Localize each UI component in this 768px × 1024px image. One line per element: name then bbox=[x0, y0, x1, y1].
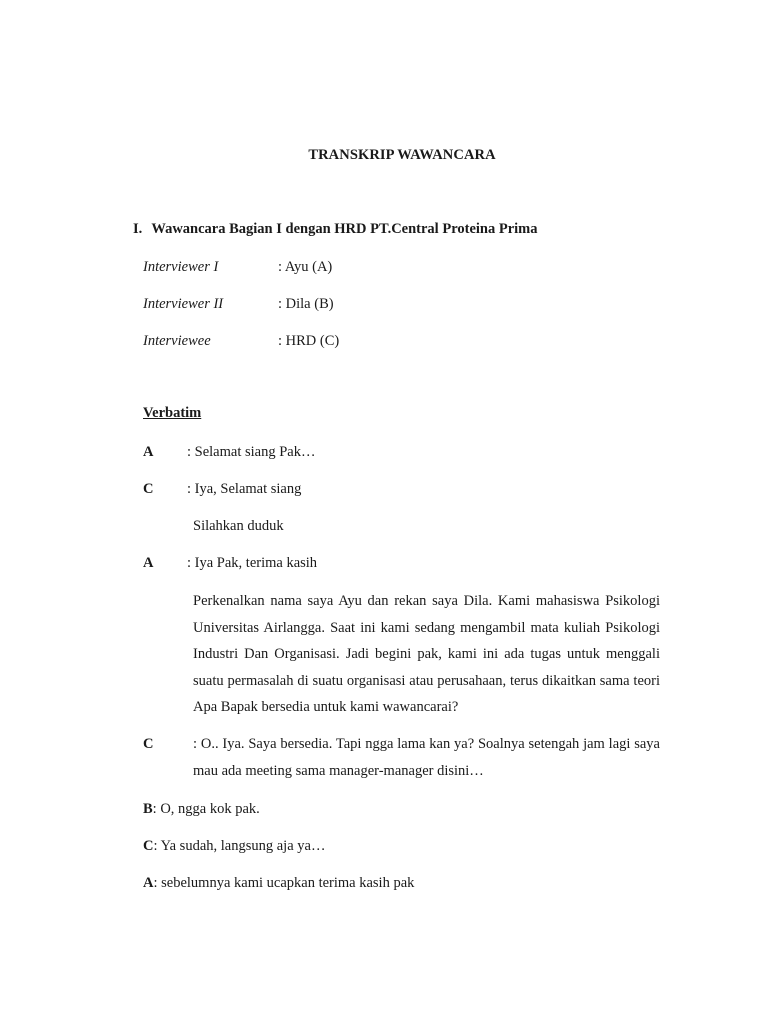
meta-row-interviewer-1 bbox=[143, 259, 332, 276]
meta-label: Interviewer I bbox=[143, 259, 219, 275]
speaker-label: C bbox=[143, 736, 154, 752]
section-heading bbox=[133, 221, 538, 238]
dialogue-paragraph: Perkenalkan nama saya Ayu dan rekan saya Dila. Kami mahasiswa Psikologi Universitas Airlangga. Saat ini kami sedang mengambil mata kuliah Psikologi Industri Dan Organisasi. Jadi begini pak, kami ini ada tugas untuk menggali suatu permasalah di suatu organisasi atau perusahaan, terus dikaitkan sama teori Apa Bapak bersedia untuk kami wawancarai? bbox=[193, 593, 660, 715]
section-heading-text: Wawancara Bagian I dengan HRD PT.Central Proteina Prima bbox=[151, 221, 538, 237]
speaker-label: A bbox=[143, 875, 154, 891]
meta-label: Interviewee bbox=[143, 333, 211, 349]
dialogue-text: : Ya sudah, langsung aja ya… bbox=[153, 838, 326, 854]
dialogue-text: : O, ngga kok pak. bbox=[152, 801, 260, 817]
page-title: TRANSKRIP WAWANCARA bbox=[308, 147, 496, 163]
dialogue-line: : Selamat siang Pak… bbox=[187, 444, 316, 460]
meta-value: : Ayu (A) bbox=[278, 259, 333, 275]
meta-label: Interviewer II bbox=[143, 296, 224, 312]
meta-value: : HRD (C) bbox=[278, 333, 340, 349]
speaker-label: C bbox=[143, 838, 154, 854]
dialogue-line bbox=[143, 838, 325, 855]
meta-row-interviewee bbox=[143, 333, 339, 350]
speaker-label: A bbox=[143, 555, 154, 571]
dialogue-continuation: Silahkan duduk bbox=[193, 518, 284, 534]
speaker-label: A bbox=[143, 444, 154, 460]
dialogue-line: : Iya, Selamat siang bbox=[187, 481, 302, 497]
speaker-label: C bbox=[143, 481, 154, 497]
dialogue-line: : Iya Pak, terima kasih bbox=[187, 555, 318, 571]
section-number: I. bbox=[133, 221, 143, 237]
meta-value: : Dila (B) bbox=[278, 296, 334, 312]
meta-row-interviewer-2 bbox=[143, 296, 334, 313]
dialogue-line bbox=[143, 875, 414, 892]
dialogue-text: : sebelumnya kami ucapkan terima kasih pak bbox=[153, 875, 415, 891]
verbatim-title: Verbatim bbox=[143, 405, 202, 421]
dialogue-line bbox=[143, 801, 260, 818]
dialogue-paragraph: : O.. Iya. Saya bersedia. Tapi ngga lama kan ya? Soalnya setengah jam lagi saya mau ada meeting sama manager-manager disini… bbox=[193, 736, 660, 779]
speaker-label: B bbox=[143, 801, 153, 817]
